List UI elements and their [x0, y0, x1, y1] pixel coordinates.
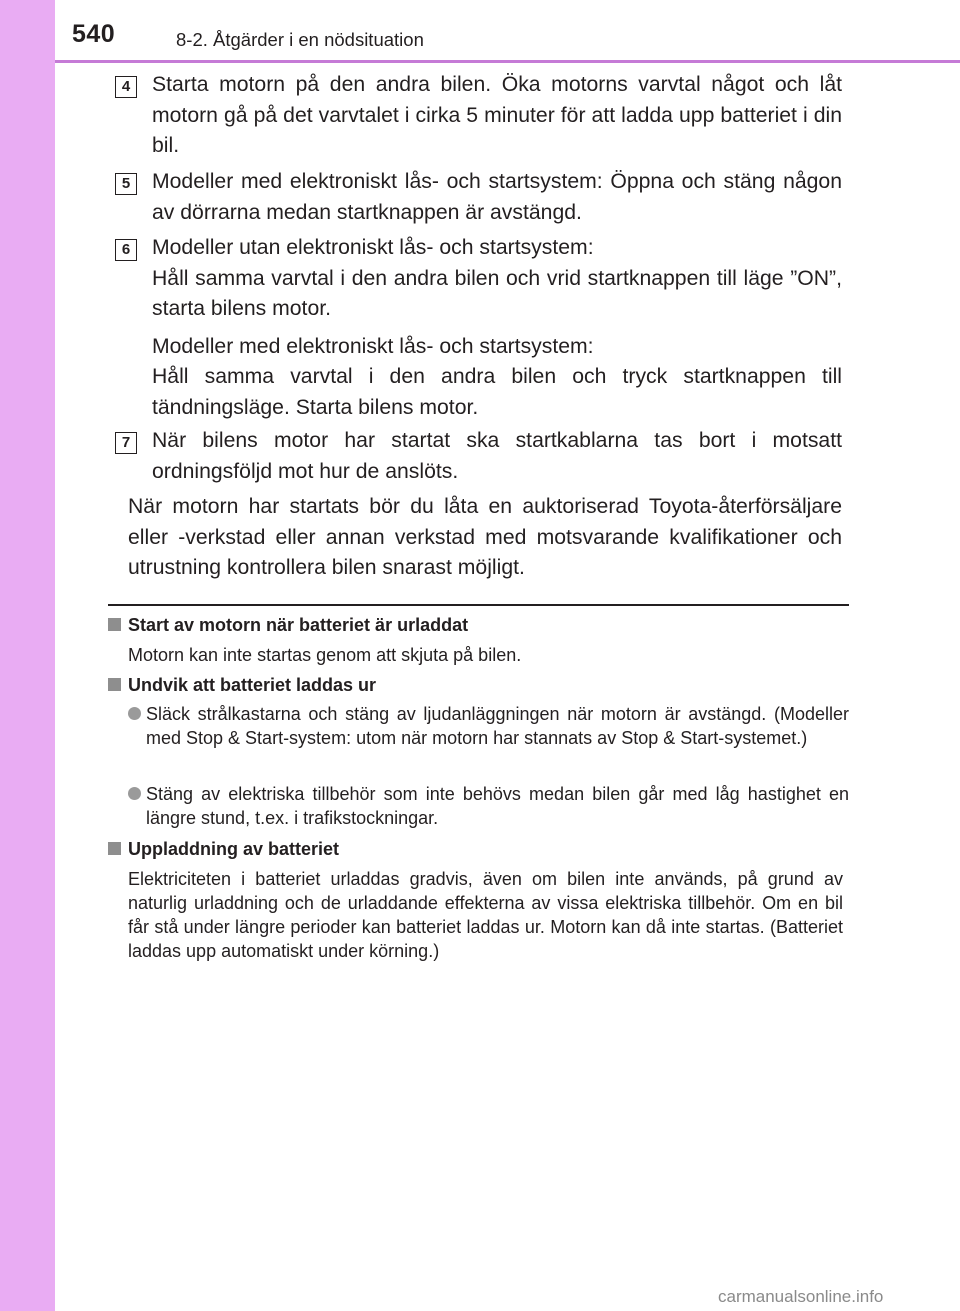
note-2-bullet-1: Släck strålkastarna och stäng av ljudanläggningen när motorn är avstängd. (Modeller med Stop & Start-system: utom när motorn har stannats av Stop & Start-systemet.): [146, 704, 849, 748]
step-5-text: Modeller med elektroniskt lås- och startsystem: Öppna och stäng någon av dörrarna medan startknappen är avstängd.: [152, 170, 842, 224]
step-4-text: Starta motorn på den andra bilen. Öka motorns varvtal något och låt motorn gå på det varvtalet i cirka 5 minuter för att ladda upp batteriet i din bil.: [152, 73, 842, 157]
step-6-para2-line1: Modeller med elektroniskt lås- och startsystem:: [152, 334, 594, 358]
note-heading-1: [108, 613, 468, 637]
step-7-text: När bilens motor har startat ska startkablarna tas bort i motsatt ordningsföljd mot hur de anslöts.: [152, 429, 842, 483]
step-badge-7: 7: [115, 432, 137, 454]
step-badge-4: 4: [115, 76, 137, 98]
circle-bullet-icon: [128, 707, 141, 720]
note-heading-3: [108, 837, 339, 861]
note-2-bullet-2: Stäng av elektriska tillbehör som inte behövs medan bilen går med låg hastighet en längre stund, t.ex. i trafikstockningar.: [146, 784, 849, 828]
section-divider: [108, 604, 849, 606]
square-bullet-icon: [108, 618, 121, 631]
step-6-para2-line2: Håll samma varvtal i den andra bilen och tryck startknappen till tändningsläge. Starta bilens motor.: [152, 365, 842, 419]
closing-paragraph: När motorn har startats bör du låta en auktoriserad Toyota-återförsäljare eller -verkstad eller annan verkstad med motsvarande kvalifikationer och utrustning kontrollera bilen snarast möjligt.: [128, 495, 842, 579]
step-6-para1-line1: Modeller utan elektroniskt lås- och startsystem:: [152, 236, 594, 259]
square-bullet-icon: [108, 842, 121, 855]
step-badge-6: 6: [115, 239, 137, 261]
note-heading-2-label: Undvik att batteriet laddas ur: [128, 675, 377, 695]
circle-bullet-icon: [128, 787, 141, 800]
note-heading-1-label: Start av motorn när batteriet är urladdat: [128, 615, 469, 635]
step-badge-5: 5: [115, 173, 137, 195]
note-heading-2: [108, 673, 376, 697]
note-heading-3-label: Uppladdning av batteriet: [128, 839, 340, 859]
step-6-para1-line2: Håll samma varvtal i den andra bilen och vrid startknappen till läge ”ON”, starta bilens motor.: [152, 266, 842, 320]
header-rule: [55, 60, 960, 63]
section-title: 8-2. Åtgärder i en nödsituation: [176, 29, 424, 50]
page-number: 540: [72, 20, 116, 48]
side-strip: [0, 0, 55, 1311]
step-6-text: [152, 233, 842, 423]
watermark: carmanualsonline.info: [718, 1287, 884, 1306]
note-text-1: Motorn kan inte startas genom att skjuta på bilen.: [128, 645, 522, 665]
note-text-3: Elektriciteten i batteriet urladdas gradvis, även om bilen inte används, på grund av naturlig urladdning och de urladdande effekterna av vissa elektriska tillbehör. Om en bil får stå under längre perioder kan batteriet laddas ur. Motorn kan då inte startas. (Batteriet laddas upp automatiskt under körning.): [128, 869, 843, 961]
square-bullet-icon: [108, 678, 121, 691]
